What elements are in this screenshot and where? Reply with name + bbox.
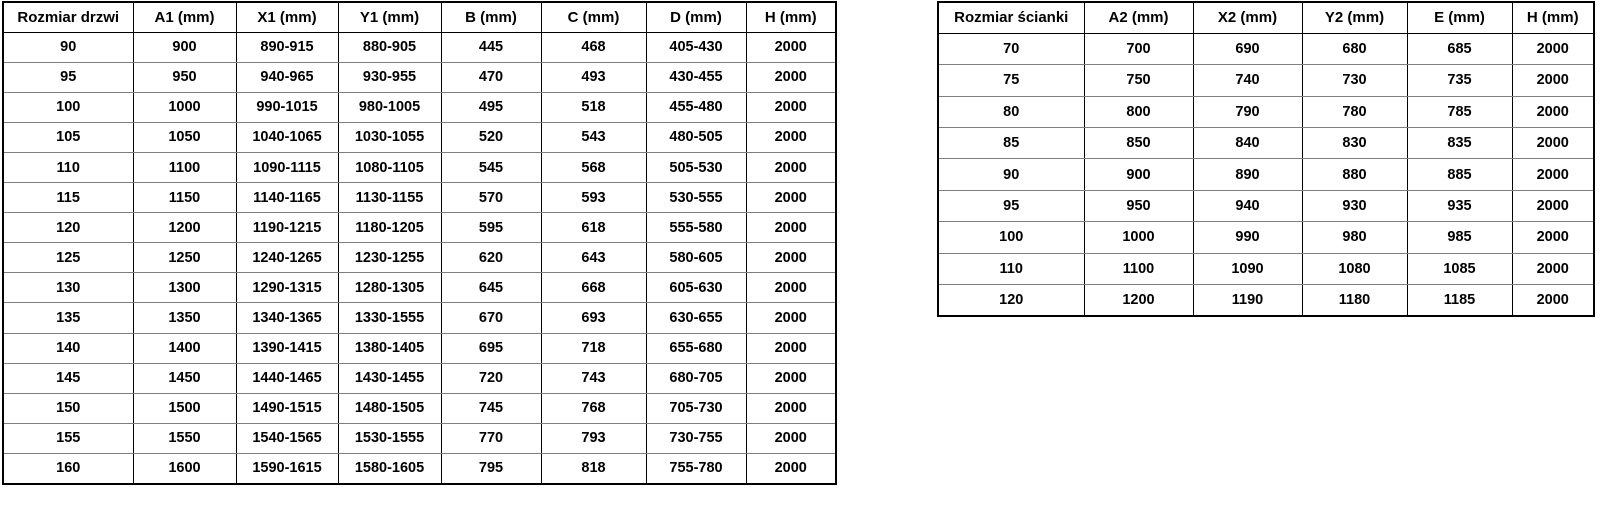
table-cell: 1600 [133, 453, 236, 483]
table-cell: 2000 [746, 152, 836, 182]
table-cell: 630-655 [646, 303, 746, 333]
door-size-table [2, 1, 837, 485]
table-row [938, 65, 1594, 96]
table-cell: 2000 [746, 273, 836, 303]
table-cell: 115 [3, 183, 133, 213]
table-row [938, 96, 1594, 127]
table-cell: 1180-1205 [338, 213, 441, 243]
table-cell: 930-955 [338, 62, 441, 92]
table-cell: 880 [1302, 159, 1407, 190]
table-cell: 135 [3, 303, 133, 333]
table-row [3, 62, 836, 92]
table-cell: 885 [1407, 159, 1512, 190]
table-cell: 1200 [1084, 285, 1193, 316]
table-cell: 430-455 [646, 62, 746, 92]
table-cell: 1580-1605 [338, 453, 441, 483]
table-row [3, 303, 836, 333]
column-header: H (mm) [1512, 2, 1594, 33]
table-cell: 505-530 [646, 152, 746, 182]
table-row [3, 363, 836, 393]
table-cell: 1390-1415 [236, 333, 338, 363]
table-row [938, 128, 1594, 159]
table-cell: 1190-1215 [236, 213, 338, 243]
table-cell: 405-430 [646, 32, 746, 62]
table-cell: 605-630 [646, 273, 746, 303]
table-cell: 785 [1407, 96, 1512, 127]
table-cell: 1550 [133, 423, 236, 453]
column-header: Y2 (mm) [1302, 2, 1407, 33]
column-header: X2 (mm) [1193, 2, 1302, 33]
table-cell: 1240-1265 [236, 243, 338, 273]
table-cell: 2000 [746, 62, 836, 92]
table-row [3, 423, 836, 453]
table-cell: 1540-1565 [236, 423, 338, 453]
table-cell: 520 [441, 122, 541, 152]
table-cell: 1000 [1084, 222, 1193, 253]
table-cell: 690 [1193, 33, 1302, 64]
table-cell: 655-680 [646, 333, 746, 363]
table-cell: 718 [541, 333, 646, 363]
table-cell: 2000 [1512, 33, 1594, 64]
table-cell: 2000 [1512, 159, 1594, 190]
table-cell: 720 [441, 363, 541, 393]
table-cell: 120 [3, 213, 133, 243]
table-cell: 2000 [1512, 285, 1594, 316]
table-cell: 2000 [746, 333, 836, 363]
table-cell: 1090-1115 [236, 152, 338, 182]
table-row [938, 33, 1594, 64]
table-cell: 2000 [746, 423, 836, 453]
table-cell: 1380-1405 [338, 333, 441, 363]
table-cell: 495 [441, 92, 541, 122]
table-cell: 120 [938, 285, 1084, 316]
table-cell: 890-915 [236, 32, 338, 62]
table-cell: 695 [441, 333, 541, 363]
table-row [3, 122, 836, 152]
table-cell: 2000 [746, 453, 836, 483]
column-header: B (mm) [441, 2, 541, 32]
table-cell: 1185 [1407, 285, 1512, 316]
table-row [3, 393, 836, 423]
table-cell: 1480-1505 [338, 393, 441, 423]
table-cell: 705-730 [646, 393, 746, 423]
table-row [938, 222, 1594, 253]
table-cell: 1340-1365 [236, 303, 338, 333]
table-cell: 445 [441, 32, 541, 62]
table-cell: 2000 [746, 213, 836, 243]
table-cell: 1140-1165 [236, 183, 338, 213]
column-header: A1 (mm) [133, 2, 236, 32]
column-header: Rozmiar drzwi [3, 2, 133, 32]
table-cell: 2000 [746, 183, 836, 213]
column-header: A2 (mm) [1084, 2, 1193, 33]
table-cell: 980 [1302, 222, 1407, 253]
table-cell: 1000 [133, 92, 236, 122]
table-cell: 125 [3, 243, 133, 273]
table-cell: 1430-1455 [338, 363, 441, 393]
table-cell: 795 [441, 453, 541, 483]
table-cell: 940 [1193, 190, 1302, 221]
table-cell: 1490-1515 [236, 393, 338, 423]
table-cell: 480-505 [646, 122, 746, 152]
table-cell: 100 [938, 222, 1084, 253]
table-cell: 470 [441, 62, 541, 92]
table-row [938, 285, 1594, 316]
table-cell: 1500 [133, 393, 236, 423]
table-cell: 80 [938, 96, 1084, 127]
table-cell: 2000 [746, 122, 836, 152]
table-cell: 670 [441, 303, 541, 333]
table-cell: 2000 [1512, 96, 1594, 127]
table-cell: 668 [541, 273, 646, 303]
table-row [3, 243, 836, 273]
table-cell: 1150 [133, 183, 236, 213]
table-row [3, 213, 836, 243]
table-cell: 790 [1193, 96, 1302, 127]
table-cell: 755-780 [646, 453, 746, 483]
table-cell: 680-705 [646, 363, 746, 393]
table-cell: 685 [1407, 33, 1512, 64]
table-row [3, 183, 836, 213]
table-cell: 990-1015 [236, 92, 338, 122]
table-cell: 835 [1407, 128, 1512, 159]
table-cell: 800 [1084, 96, 1193, 127]
table-cell: 75 [938, 65, 1084, 96]
table-cell: 880-905 [338, 32, 441, 62]
table-cell: 1290-1315 [236, 273, 338, 303]
table-cell: 1085 [1407, 253, 1512, 284]
table-cell: 580-605 [646, 243, 746, 273]
table-cell: 830 [1302, 128, 1407, 159]
table-cell: 1440-1465 [236, 363, 338, 393]
table-cell: 735 [1407, 65, 1512, 96]
table-cell: 543 [541, 122, 646, 152]
table-cell: 105 [3, 122, 133, 152]
table-cell: 700 [1084, 33, 1193, 64]
table-cell: 85 [938, 128, 1084, 159]
table-row [938, 253, 1594, 284]
table-cell: 530-555 [646, 183, 746, 213]
table-cell: 780 [1302, 96, 1407, 127]
table-cell: 468 [541, 32, 646, 62]
column-header: Y1 (mm) [338, 2, 441, 32]
table-cell: 150 [3, 393, 133, 423]
table-cell: 980-1005 [338, 92, 441, 122]
table-cell: 1350 [133, 303, 236, 333]
table-cell: 950 [1084, 190, 1193, 221]
table-cell: 1530-1555 [338, 423, 441, 453]
table-cell: 1050 [133, 122, 236, 152]
table-cell: 90 [938, 159, 1084, 190]
table-cell: 2000 [1512, 190, 1594, 221]
table-cell: 1330-1555 [338, 303, 441, 333]
column-header: D (mm) [646, 2, 746, 32]
column-header: Rozmiar ścianki [938, 2, 1084, 33]
table-cell: 693 [541, 303, 646, 333]
table-cell: 990 [1193, 222, 1302, 253]
table-cell: 620 [441, 243, 541, 273]
table-cell: 140 [3, 333, 133, 363]
table-row [3, 152, 836, 182]
column-header: C (mm) [541, 2, 646, 32]
table-cell: 100 [3, 92, 133, 122]
table-cell: 145 [3, 363, 133, 393]
table-cell: 643 [541, 243, 646, 273]
table-cell: 768 [541, 393, 646, 423]
header-row [3, 2, 836, 32]
table-cell: 793 [541, 423, 646, 453]
table-cell: 595 [441, 213, 541, 243]
table-cell: 1300 [133, 273, 236, 303]
table-cell: 1100 [1084, 253, 1193, 284]
table-cell: 930 [1302, 190, 1407, 221]
table-cell: 518 [541, 92, 646, 122]
table-cell: 1590-1615 [236, 453, 338, 483]
table-cell: 1080 [1302, 253, 1407, 284]
table-cell: 900 [133, 32, 236, 62]
table-cell: 1180 [1302, 285, 1407, 316]
table-cell: 70 [938, 33, 1084, 64]
table-cell: 985 [1407, 222, 1512, 253]
table-cell: 1090 [1193, 253, 1302, 284]
table-cell: 90 [3, 32, 133, 62]
table-cell: 618 [541, 213, 646, 243]
table-cell: 840 [1193, 128, 1302, 159]
table-row [938, 190, 1594, 221]
table-cell: 2000 [1512, 222, 1594, 253]
table-cell: 900 [1084, 159, 1193, 190]
wall-size-table [937, 1, 1595, 317]
column-header: X1 (mm) [236, 2, 338, 32]
table-cell: 2000 [746, 393, 836, 423]
table-cell: 160 [3, 453, 133, 483]
table-cell: 645 [441, 273, 541, 303]
table-cell: 130 [3, 273, 133, 303]
table-cell: 95 [938, 190, 1084, 221]
table-cell: 850 [1084, 128, 1193, 159]
table-cell: 743 [541, 363, 646, 393]
table-row [3, 453, 836, 483]
table-cell: 2000 [746, 32, 836, 62]
table-cell: 110 [3, 152, 133, 182]
table-cell: 1250 [133, 243, 236, 273]
table-cell: 1280-1305 [338, 273, 441, 303]
table-cell: 730-755 [646, 423, 746, 453]
table-cell: 1080-1105 [338, 152, 441, 182]
column-header: H (mm) [746, 2, 836, 32]
table-cell: 2000 [746, 363, 836, 393]
table-cell: 950 [133, 62, 236, 92]
table-cell: 2000 [1512, 65, 1594, 96]
table-cell: 2000 [746, 92, 836, 122]
table-cell: 740 [1193, 65, 1302, 96]
table-row [3, 32, 836, 62]
table-cell: 493 [541, 62, 646, 92]
table-cell: 1230-1255 [338, 243, 441, 273]
table-cell: 890 [1193, 159, 1302, 190]
table-cell: 1130-1155 [338, 183, 441, 213]
table-cell: 745 [441, 393, 541, 423]
table-cell: 1200 [133, 213, 236, 243]
table-cell: 555-580 [646, 213, 746, 243]
table-cell: 455-480 [646, 92, 746, 122]
table-cell: 1190 [1193, 285, 1302, 316]
table-cell: 2000 [746, 243, 836, 273]
table-cell: 940-965 [236, 62, 338, 92]
table-row [938, 159, 1594, 190]
table-row [3, 92, 836, 122]
table-cell: 110 [938, 253, 1084, 284]
table-cell: 155 [3, 423, 133, 453]
table-cell: 545 [441, 152, 541, 182]
table-row [3, 273, 836, 303]
table-cell: 1100 [133, 152, 236, 182]
table-cell: 2000 [746, 303, 836, 333]
table-cell: 1040-1065 [236, 122, 338, 152]
header-row [938, 2, 1594, 33]
table-cell: 818 [541, 453, 646, 483]
table-cell: 770 [441, 423, 541, 453]
table-cell: 95 [3, 62, 133, 92]
table-cell: 1400 [133, 333, 236, 363]
table-cell: 680 [1302, 33, 1407, 64]
table-cell: 1450 [133, 363, 236, 393]
table-row [3, 333, 836, 363]
table-cell: 750 [1084, 65, 1193, 96]
table-cell: 2000 [1512, 253, 1594, 284]
table-cell: 2000 [1512, 128, 1594, 159]
table-cell: 568 [541, 152, 646, 182]
table-cell: 593 [541, 183, 646, 213]
table-cell: 935 [1407, 190, 1512, 221]
column-header: E (mm) [1407, 2, 1512, 33]
table-cell: 570 [441, 183, 541, 213]
table-cell: 730 [1302, 65, 1407, 96]
table-cell: 1030-1055 [338, 122, 441, 152]
